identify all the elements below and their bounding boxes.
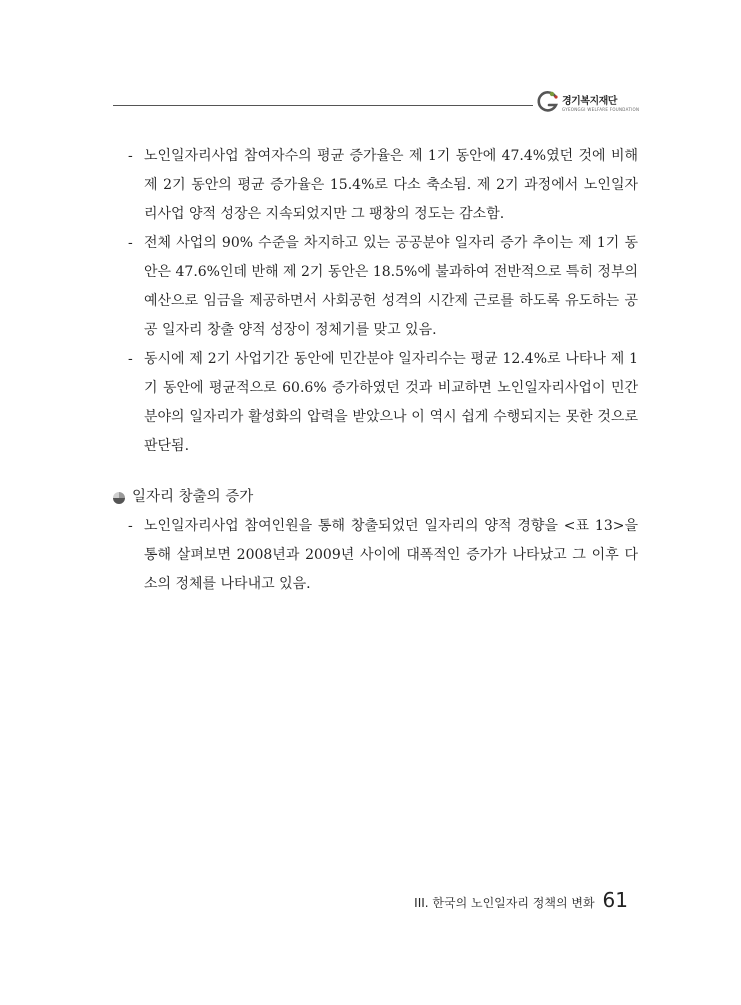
bullet-text: 노인일자리사업 참여자수의 평균 증가율은 제 1기 동안에 47.4%였던 것에 비해 제 2기 동안의 평균 증가율은 15.4%로 다소 축소됨. 제 2기 과정에서 노인일자리사업 양적 성장은 지속되었지만 그 팽창의 정도는 감소함. [144,148,638,222]
header-rule [113,105,533,106]
footer-chapter: III. 한국의 노인일자리 정책의 변화 [414,896,595,910]
page-footer [414,888,628,918]
logo-subtitle: GYEONGGI WELFARE FOUNDATION [562,107,640,112]
section-title: 일자리 창출의 증가 [132,489,254,505]
header-logo [536,88,640,118]
bullet-item [118,229,638,345]
bullet-dash: - [128,148,133,164]
logo-name: 경기복지재단 [562,96,617,107]
body-content [118,142,638,599]
page-number: 61 [602,888,628,912]
section-bullet-icon [112,491,126,505]
bullet-text: 동시에 제 2기 사업기간 동안에 민간분야 일자리수는 평균 12.4%로 나타나 제 1기 동안에 평균적으로 60.6% 증가하였던 것과 비교하면 노인일자리사업이 민간분야의 일자리가 활성화의 압력을 받았으나 이 역시 쉽게 수행되지는 못한 것으로 판단됨. [144,351,638,454]
bullet-dash: - [128,235,133,251]
bullet-text: 노인일자리사업 참여인원을 통해 창출되었던 일자리의 양적 경향을 <표 13>을 통해 살펴보면 2008년과 2009년 사이에 대폭적인 증가가 나타났고 그 이후 다소의 정체를 나타내고 있음. [144,518,638,592]
bullet-text: 전체 사업의 90% 수준을 차지하고 있는 공공분야 일자리 증가 추이는 제 1기 동안은 47.6%인데 반해 제 2기 동안은 18.5%에 불과하여 전반적으로 특히 정부의 예산으로 임금을 제공하면서 사회공헌 성격의 시간제 근로를 하도록 유도하는 공공 일자리 창출 양적 성장이 정체기를 맞고 있음. [144,235,638,338]
gyeonggi-welfare-logo-icon [536,90,560,114]
section-heading [118,483,638,512]
bullet-item [118,512,638,599]
bullet-dash: - [128,351,133,367]
bullet-dash: - [128,518,133,534]
bullet-item [118,142,638,229]
bullet-item [118,345,638,461]
